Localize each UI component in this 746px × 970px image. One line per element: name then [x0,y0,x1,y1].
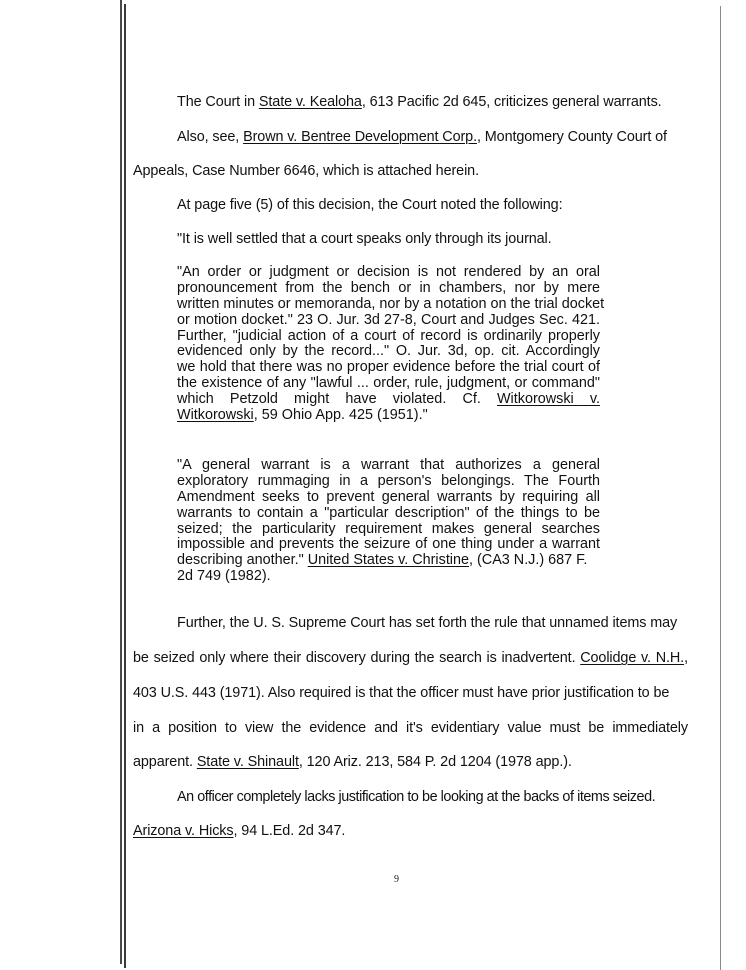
text: , [684,650,688,666]
paragraph-supreme-court-line-1: Further, the U. S. Supreme Court has set forth the rule that unnamed items may [177,615,678,631]
quote-line: written minutes or memoranda, nor by a notation on the trial docket [177,295,605,312]
text: Also, see, [177,129,244,145]
quote-line: pronouncement from the bench or in chambers, nor by mere [177,279,600,296]
quote-line [177,553,600,569]
page-number: 9 [394,874,399,885]
case-citation: Witkorowski [177,407,254,424]
quote-line: "An order or judgment or decision is not rendered by an oral [177,264,600,280]
text: , 94 L.Ed. 2d 347. [233,823,346,839]
quote-line: we hold that there was no proper evidence before the trial court of [177,359,600,376]
case-citation: United States v. Christine [307,552,470,569]
quote-line: the existence of any "lawful ... order, rule, judgment, or command" [177,375,600,392]
paragraph-officer-line-2 [133,823,345,839]
case-citation: Coolidge v. N.H. [580,650,685,666]
paragraph-brown-line-1 [177,129,667,145]
case-citation: Witkorowski v. [496,391,600,408]
paragraph-supreme-court-line-3: 403 U.S. 443 (1971). Also required is that the officer must have prior justification to be [133,685,670,701]
paragraph-officer-line-1: An officer completely lacks justification to be looking at the backs of items seized. [177,789,656,805]
block-quote-order-judgment [177,264,605,424]
text: , Montgomery County Court of [476,129,667,145]
quote-line: seized; the particularity requirement makes general searches [177,520,600,537]
block-quote-general-warrant [177,458,600,585]
paragraph-page-five: At page five (5) of this decision, the Court noted the following: [177,197,563,213]
right-margin-line [720,6,721,970]
text: , (CA3 N.J.) 687 F. [469,552,588,569]
text: describing another." [177,552,308,569]
paragraph-supreme-court-line-5 [133,754,572,770]
quote-line [177,392,600,408]
quote-line: evidenced only by the record..." O. Jur. 3d, op. cit. Accordingly [177,343,600,360]
case-citation: Brown v. Bentree Development Corp. [243,129,477,145]
text: , 613 Pacific 2d 645, criticizes general warrants. [361,94,662,110]
quote-line: impossible and prevents the seizure of one thing under a warrant [177,536,600,553]
quote-line: Further, "judicial action of a court of record is ordinarily properly [177,327,600,344]
quote-line: "A general warrant is a warrant that authorizes a general [177,457,600,473]
quote-line: or motion docket." 23 O. Jur. 3d 27-8, Court and Judges Sec. 421. [177,311,600,328]
paragraph-brown-line-2: Appeals, Case Number 6646, which is attached herein. [133,163,479,179]
text: be seized only where their discovery during the search is inadvertent. [133,650,581,666]
quote-line [177,408,600,424]
text: which Petzold might have violated. Cf. [177,391,497,408]
left-margin-line-inner [124,4,126,968]
text: , 120 Ariz. 213, 584 P. 2d 1204 (1978 app.). [298,754,572,770]
case-citation: State v. Kealoha [258,94,362,110]
quote-line: 2d 749 (1982). [177,568,271,585]
text: , 59 Ohio App. 425 (1951)." [253,407,428,424]
quote-line: warrants to contain a "particular description" of the things to be [177,504,600,521]
case-citation: Arizona v. Hicks [133,823,234,839]
paragraph-supreme-court-line-2 [133,650,688,666]
paragraph-supreme-court-line-4: in a position to view the evidence and it's evidentiary value must be immediately [133,720,688,736]
quote-line: exploratory rummaging in a person's belongings. The Fourth [177,472,600,489]
case-citation: State v. Shinault [196,754,299,770]
text: The Court in [177,94,259,110]
text: apparent. [133,754,197,770]
paragraph-journal: "It is well settled that a court speaks only through its journal. [177,231,552,247]
left-margin-line-outer [120,0,122,964]
quote-line: Amendment seeks to prevent general warrants by requiring all [177,488,600,505]
paragraph-kealoha [177,94,662,110]
